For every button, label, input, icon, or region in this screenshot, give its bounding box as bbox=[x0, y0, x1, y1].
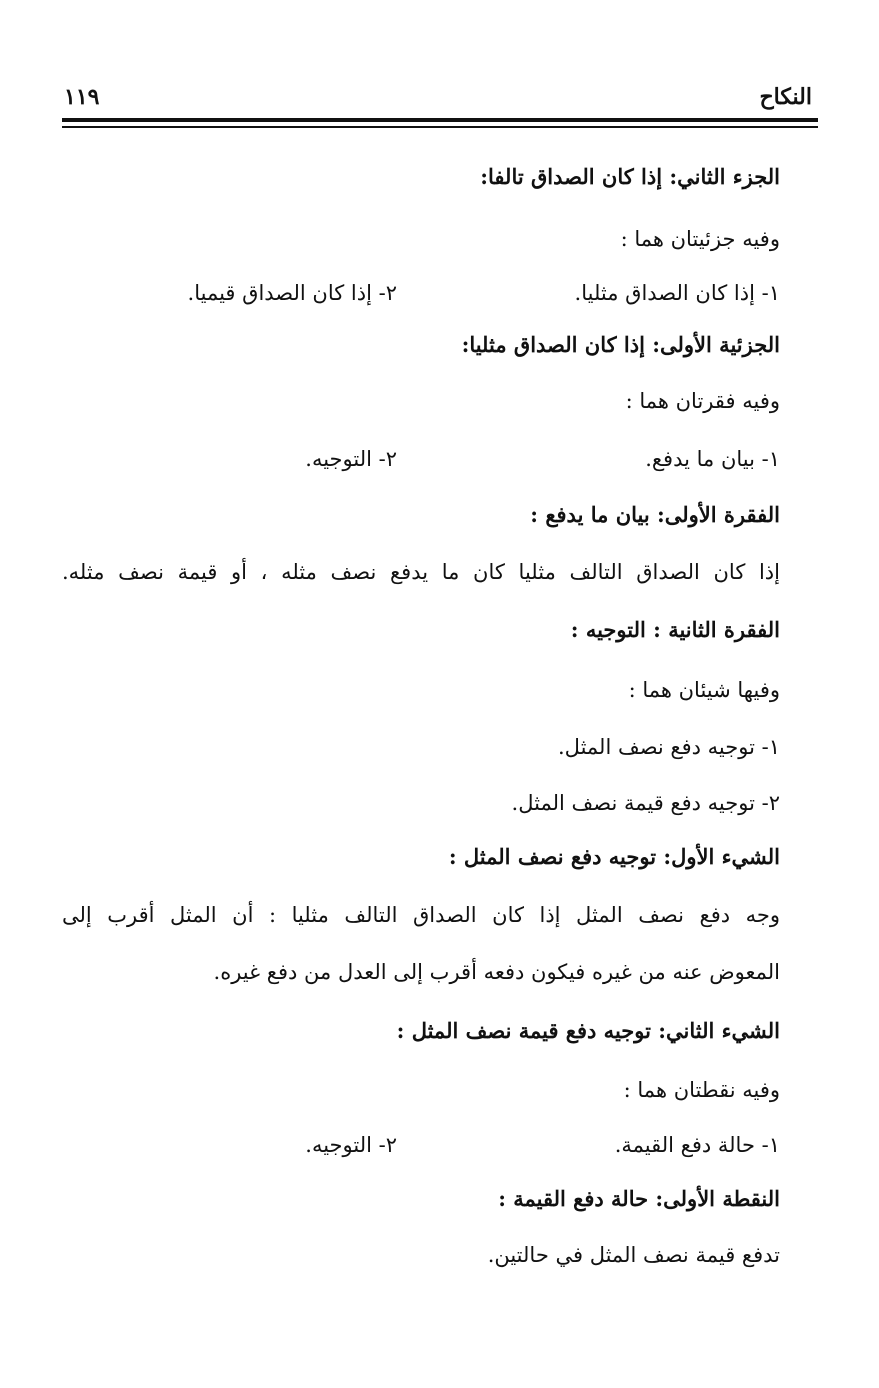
list-item: ٢- إذا كان الصداق قيميا. bbox=[187, 281, 397, 305]
header-rule-thin bbox=[62, 126, 818, 128]
paragraph-heading: الفقرة الأولى: بيان ما يدفع : bbox=[530, 502, 780, 527]
chapter-title: النكاح bbox=[759, 84, 812, 110]
header-rule-thick bbox=[62, 118, 818, 122]
paragraph-heading: الفقرة الثانية : التوجيه : bbox=[570, 617, 780, 642]
list-item: ١- توجيه دفع نصف المثل. bbox=[558, 735, 780, 759]
list-item: ٢- التوجيه. bbox=[305, 1133, 397, 1157]
point-heading: الشيء الأول: توجيه دفع نصف المثل : bbox=[448, 844, 780, 869]
paragraph-line: وجه دفع نصف المثل إذا كان الصداق التالف مثليا : أن المثل أقرب إلى bbox=[62, 903, 780, 927]
point-heading: النقطة الأولى: حالة دفع القيمة : bbox=[498, 1186, 780, 1211]
paragraph-line: وفيه نقطتان هما : bbox=[623, 1078, 780, 1102]
subsection-heading: الجزئية الأولى: إذا كان الصداق مثليا: bbox=[461, 332, 780, 357]
paragraph-line: وفيه فقرتان هما : bbox=[625, 389, 780, 413]
paragraph-line: المعوض عنه من غيره فيكون دفعه أقرب إلى العدل من دفع غيره. bbox=[213, 960, 780, 984]
paragraph-line: وفيها شيئان هما : bbox=[628, 678, 780, 702]
list-item: ١- إذا كان الصداق مثليا. bbox=[574, 281, 780, 305]
list-item: ٢- التوجيه. bbox=[305, 447, 397, 471]
paragraph-line: إذا كان الصداق التالف مثليا كان ما يدفع نصف مثله ، أو قيمة نصف مثله. bbox=[62, 560, 780, 584]
section-heading: الجزء الثاني: إذا كان الصداق تالفا: bbox=[480, 164, 780, 189]
page-number: ١١٩ bbox=[64, 84, 100, 110]
list-item: ١- حالة دفع القيمة. bbox=[614, 1133, 780, 1157]
point-heading: الشيء الثاني: توجيه دفع قيمة نصف المثل : bbox=[396, 1018, 780, 1043]
paragraph-line: وفيه جزئيتان هما : bbox=[620, 227, 780, 251]
paragraph-line: تدفع قيمة نصف المثل في حالتين. bbox=[487, 1243, 780, 1267]
list-item: ٢- توجيه دفع قيمة نصف المثل. bbox=[511, 791, 780, 815]
list-item: ١- بيان ما يدفع. bbox=[645, 447, 780, 471]
page-header bbox=[62, 84, 818, 108]
